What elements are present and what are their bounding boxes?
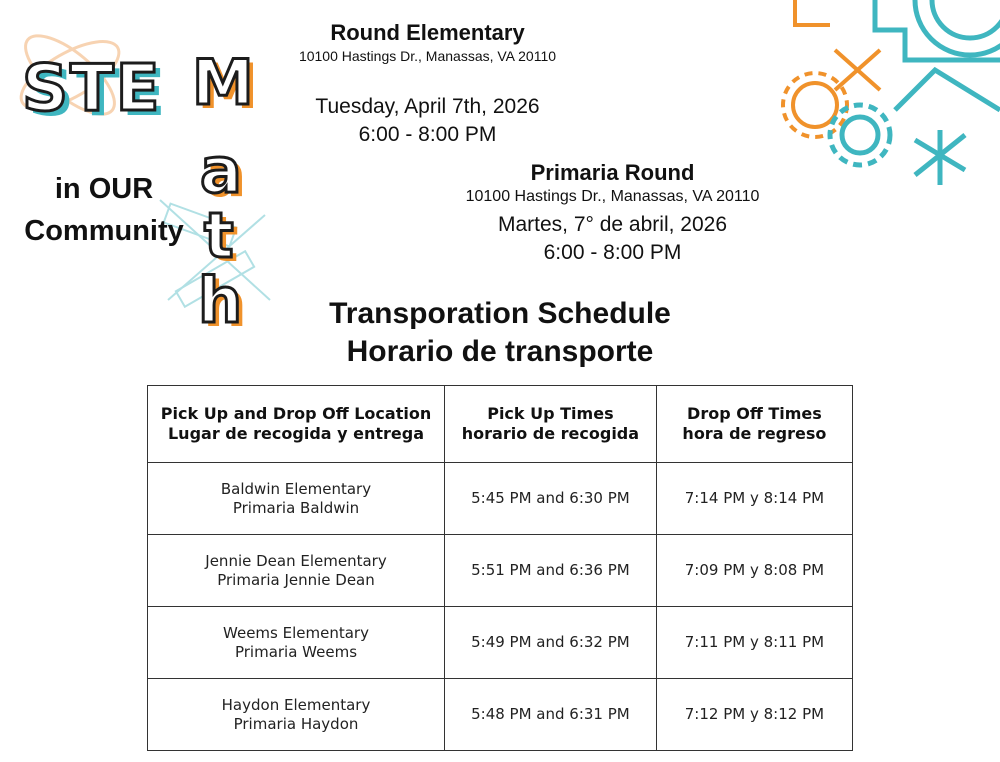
logo-math-h: h <box>198 264 243 337</box>
location-en: Haydon Elementary <box>221 695 371 714</box>
location-es: Primaria Haydon <box>233 714 359 733</box>
cell-pickup: 5:48 PM and 6:31 PM <box>445 679 657 751</box>
location-es: Primaria Weems <box>234 642 358 661</box>
header-pickup-en: Pick Up Times <box>487 404 614 423</box>
cell-pickup: 5:49 PM and 6:32 PM <box>445 607 657 679</box>
cell-dropoff: 7:09 PM y 8:08 PM <box>656 535 852 607</box>
header-location-en: Pick Up and Drop Off Location <box>160 404 432 423</box>
school-address-es: 10100 Hastings Dr., Manassas, VA 20110 <box>465 188 760 205</box>
header-location <box>148 386 445 463</box>
table-row <box>148 679 853 751</box>
schedule-title <box>0 295 1000 371</box>
gears-decoration <box>775 0 1000 190</box>
school-name-es: Primaria Round <box>530 160 695 185</box>
cell-dropoff: 7:11 PM y 8:11 PM <box>656 607 852 679</box>
logo-math-t: t <box>204 199 234 272</box>
table-header-row <box>148 386 853 463</box>
location-es: Primaria Baldwin <box>232 498 360 517</box>
logo-math-m: M <box>192 46 254 119</box>
header-dropoff-es: hora de regreso <box>682 424 827 443</box>
logo-stem-text: STE <box>22 52 162 126</box>
event-datetime-es <box>445 211 780 267</box>
header-pickup-es: horario de recogida <box>461 424 640 443</box>
location-en: Weems Elementary <box>223 623 369 642</box>
event-datetime-en <box>260 93 595 149</box>
community-line-1: in OUR <box>54 173 154 205</box>
community-tagline <box>14 168 194 252</box>
schedule-title-es: Horario de transporte <box>346 335 654 368</box>
cell-location <box>148 535 445 607</box>
table-row <box>148 535 853 607</box>
cell-dropoff: 7:12 PM y 8:12 PM <box>656 679 852 751</box>
event-time-en: 6:00 - 8:00 PM <box>358 123 497 146</box>
header-pickup <box>445 386 657 463</box>
event-date-es: Martes, 7° de abril, 2026 <box>497 213 728 236</box>
location-en: Baldwin Elementary <box>220 479 372 498</box>
schedule-title-en: Transporation Schedule <box>329 297 671 330</box>
header-dropoff-en: Drop Off Times <box>687 404 822 423</box>
cell-dropoff: 7:14 PM y 8:14 PM <box>656 463 852 535</box>
cell-location <box>148 607 445 679</box>
location-en: Jennie Dean Elementary <box>205 551 387 570</box>
community-line-2: Community <box>24 215 184 247</box>
header-dropoff <box>656 386 852 463</box>
cell-location <box>148 679 445 751</box>
event-date-en: Tuesday, April 7th, 2026 <box>315 95 540 118</box>
event-time-es: 6:00 - 8:00 PM <box>543 241 682 264</box>
cell-location <box>148 463 445 535</box>
school-address-en: 10100 Hastings Dr., Manassas, VA 20110 <box>298 48 557 64</box>
table-row <box>148 607 853 679</box>
location-es: Primaria Jennie Dean <box>217 570 375 589</box>
header-location-es: Lugar de recogida y entrega <box>167 424 425 443</box>
table-row <box>148 463 853 535</box>
logo-math-a: a <box>200 134 242 207</box>
school-name-en: Round Elementary <box>330 20 525 45</box>
cell-pickup: 5:45 PM and 6:30 PM <box>445 463 657 535</box>
transport-schedule-table <box>147 385 853 751</box>
cell-pickup: 5:51 PM and 6:36 PM <box>445 535 657 607</box>
